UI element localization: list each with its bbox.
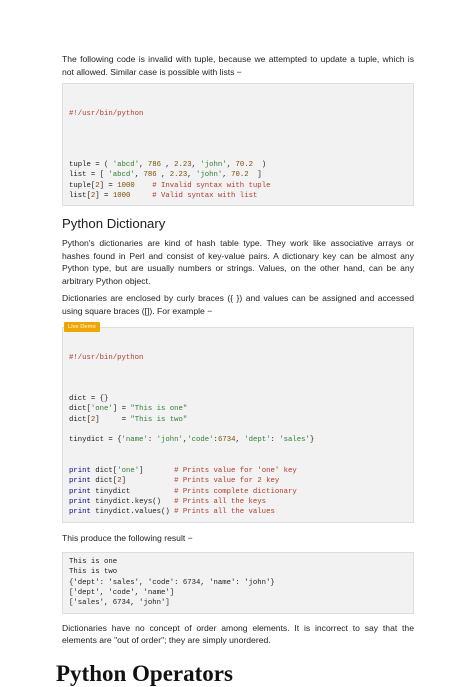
code-line: dict['one'] = "This is one"	[69, 405, 188, 414]
dictionary-paragraph-1: Python's dictionaries are kind of hash table type. They work like associative arrays or hashes found in Perl and consist of key-value pairs. A dictionary key can be almost any Python type, but are usually numbers or strings. Values, on the other hand, can be any arbitrary Python object.	[62, 238, 414, 286]
code-line: print tinydict.values() # Prints all the values	[69, 508, 275, 517]
shebang-line: #!/usr/bin/python	[69, 109, 144, 118]
output-block	[62, 552, 414, 613]
code-line	[69, 456, 407, 466]
result-intro: This produce the following result −	[62, 532, 193, 543]
section-heading-operators: Python Operators	[56, 660, 233, 686]
output-line: This is two	[69, 568, 118, 577]
code-line: tuple[2] = 1000 # Invalid syntax with tuple	[69, 181, 271, 190]
code-line: print dict['one'] # Prints value for 'one' key	[69, 467, 297, 476]
code-line: list = [ 'abcd', 786 , 2.23, 'john', 70.2 ]	[69, 171, 262, 180]
code-line	[69, 425, 407, 435]
dictionary-paragraph-2: Dictionaries are enclosed by curly braces ({ }) and values can be assigned and accessed using square braces ([]). For example −	[62, 293, 414, 316]
output-line: ['dept', 'code', 'name']	[69, 589, 175, 597]
code-line: print tinydict # Prints complete dictionary	[69, 487, 297, 496]
code-block-tuple	[62, 83, 414, 206]
output-line: This is one	[69, 558, 118, 567]
output-line: ['sales', 6734, 'john']	[69, 599, 170, 608]
code-line: print tinydict.keys() # Prints all the keys	[69, 498, 267, 507]
intro-paragraph: The following code is invalid with tuple, because we attempted to update a tuple, which is not allowed. Similar case is possible with lists −	[62, 54, 414, 77]
live-demo-button[interactable]: Live Demo	[64, 322, 100, 332]
shebang-line: #!/usr/bin/python	[69, 353, 144, 362]
output-line: {'dept': 'sales', 'code': 6734, 'name': 'john'}	[69, 578, 275, 587]
code-line: tuple = ( 'abcd', 786 , 2.23, 'john', 70.2 )	[69, 161, 267, 170]
closing-paragraph: Dictionaries have no concept of order among elements. It is incorrect to say that the elements are "out of order"; they are simply unordered.	[62, 622, 414, 646]
section-heading-dictionary: Python Dictionary	[62, 216, 166, 232]
code-line: print dict[2] # Prints value for 2 key	[69, 477, 280, 486]
code-line: dict[2] = "This is two"	[69, 415, 188, 424]
code-line	[69, 384, 407, 394]
code-block-dictionary	[62, 327, 414, 522]
code-line: list[2] = 1000 # Valid syntax with list	[69, 191, 258, 200]
code-line: tinydict = {'name': 'john','code':6734, 'dept': 'sales'}	[69, 436, 315, 445]
code-line: dict = {}	[69, 395, 109, 404]
code-line	[69, 446, 407, 456]
document-page	[56, 48, 414, 687]
